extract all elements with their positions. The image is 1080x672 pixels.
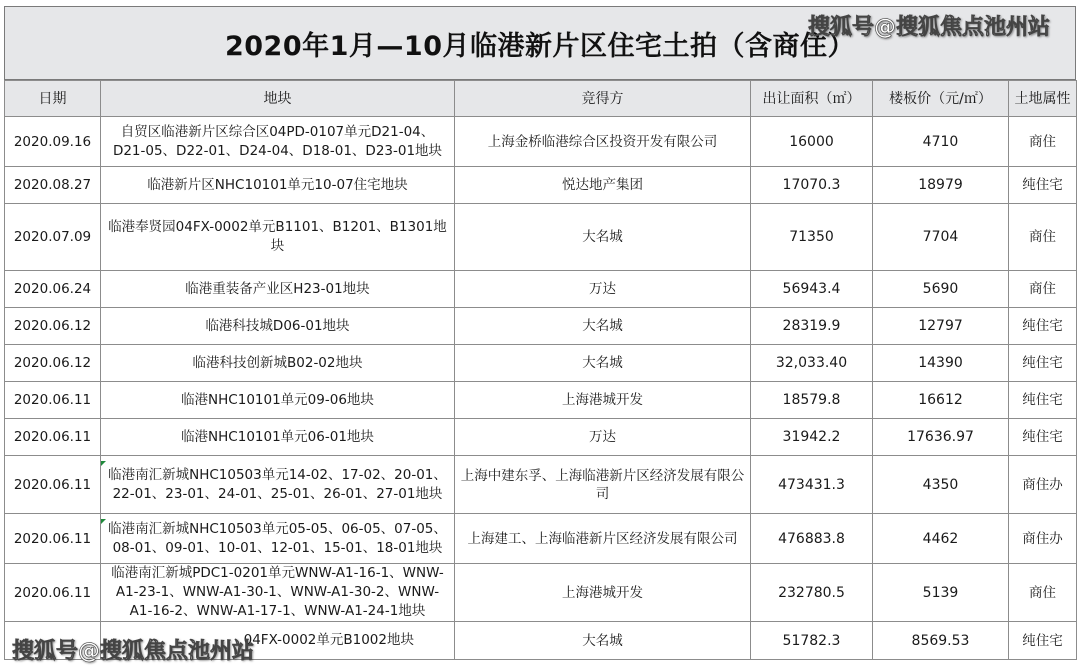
cell-type[interactable]: 商住办 [1009, 514, 1077, 564]
cell-type[interactable]: 商住 [1009, 204, 1077, 271]
cell-plot[interactable]: 临港奉贤园04FX-0002单元B1101、B1201、B1301地块 [101, 204, 455, 271]
watermark-top: 搜狐号@搜狐焦点池州站 [807, 15, 1050, 40]
cell-type[interactable]: 商住办 [1009, 456, 1077, 514]
cell-type[interactable]: 纯住宅 [1009, 622, 1077, 660]
header-row [5, 81, 1077, 117]
cell-price[interactable]: 18979 [873, 167, 1009, 204]
cell-date[interactable]: 2020.07.09 [5, 204, 101, 271]
comment-indicator [101, 461, 106, 466]
watermark-bottom: 搜狐号@搜狐焦点池州站 [12, 639, 255, 664]
cell-price[interactable]: 17636.97 [873, 419, 1009, 456]
cell-plot[interactable]: 临港重装备产业区H23-01地块 [101, 271, 455, 308]
cell-area[interactable]: 56943.4 [751, 271, 873, 308]
cell-plot[interactable]: 临港科技城D06-01地块 [101, 308, 455, 345]
cell-area[interactable]: 71350 [751, 204, 873, 271]
cell-type[interactable]: 商住 [1009, 564, 1077, 622]
cell-winner[interactable]: 大名城 [455, 308, 751, 345]
cell-area[interactable]: 232780.5 [751, 564, 873, 622]
cell-plot[interactable]: 临港NHC10101单元06-01地块 [101, 419, 455, 456]
cell-area[interactable]: 476883.8 [751, 514, 873, 564]
cell-type[interactable]: 商住 [1009, 271, 1077, 308]
cell-date[interactable]: 2020.06.11 [5, 419, 101, 456]
cell-winner[interactable]: 悦达地产集团 [455, 167, 751, 204]
table-row [5, 564, 1077, 622]
header-type: 土地属性 [1009, 81, 1077, 117]
header-area: 出让面积（㎡） [751, 81, 873, 117]
cell-date[interactable]: 2020.08.27 [5, 167, 101, 204]
cell-type[interactable]: 纯住宅 [1009, 167, 1077, 204]
cell-winner[interactable]: 上海金桥临港综合区投资开发有限公司 [455, 117, 751, 167]
header-plot: 地块 [101, 81, 455, 117]
table-row [5, 382, 1077, 419]
cell-price[interactable]: 14390 [873, 345, 1009, 382]
cell-plot[interactable]: 临港新片区NHC10101单元10-07住宅地块 [101, 167, 455, 204]
cell-type[interactable]: 商住 [1009, 117, 1077, 167]
cell-area[interactable]: 473431.3 [751, 456, 873, 514]
cell-area[interactable]: 28319.9 [751, 308, 873, 345]
cell-type[interactable]: 纯住宅 [1009, 308, 1077, 345]
cell-winner[interactable]: 上海港城开发 [455, 564, 751, 622]
cell-date[interactable]: 2020.06.12 [5, 345, 101, 382]
cell-date[interactable]: 2020.06.12 [5, 308, 101, 345]
cell-date[interactable]: 2020.06.24 [5, 271, 101, 308]
cell-price[interactable]: 4350 [873, 456, 1009, 514]
cell-winner[interactable]: 大名城 [455, 204, 751, 271]
cell-area[interactable]: 17070.3 [751, 167, 873, 204]
header-winner: 竞得方 [455, 81, 751, 117]
cell-date[interactable]: 2020.09.16 [5, 117, 101, 167]
cell-area[interactable]: 16000 [751, 117, 873, 167]
table-row [5, 204, 1077, 271]
cell-area[interactable]: 18579.8 [751, 382, 873, 419]
cell-date[interactable]: 2020.06.11 [5, 382, 101, 419]
cell-plot[interactable]: 04FX-0002单元B1002地块 [101, 622, 455, 660]
table-title: 2020年1月—10月临港新片区住宅土拍（含商住） [4, 6, 1076, 80]
cell-plot[interactable]: 临港南汇新城NHC10503单元05-05、06-05、07-05、08-01、09-01、10-01、12-01、15-01、18-01地块 [101, 514, 455, 564]
cell-winner[interactable]: 大名城 [455, 622, 751, 660]
cell-type[interactable]: 纯住宅 [1009, 345, 1077, 382]
cell-date[interactable]: 2020.06.11 [5, 514, 101, 564]
table-row [5, 419, 1077, 456]
cell-price[interactable]: 5690 [873, 271, 1009, 308]
cell-plot[interactable]: 临港南汇新城NHC10503单元14-02、17-02、20-01、22-01、23-01、24-01、25-01、26-01、27-01地块 [101, 456, 455, 514]
table-row [5, 117, 1077, 167]
cell-date[interactable]: 2020.06.11 [5, 564, 101, 622]
comment-indicator [101, 519, 106, 524]
cell-winner[interactable]: 大名城 [455, 345, 751, 382]
header-price: 楼板价（元/㎡） [873, 81, 1009, 117]
cell-plot[interactable]: 自贸区临港新片区综合区04PD-0107单元D21-04、D21-05、D22-01、D24-04、D18-01、D23-01地块 [101, 117, 455, 167]
cell-price[interactable]: 4710 [873, 117, 1009, 167]
cell-winner[interactable]: 上海建工、上海临港新片区经济发展有限公司 [455, 514, 751, 564]
cell-area[interactable]: 51782.3 [751, 622, 873, 660]
cell-type[interactable]: 纯住宅 [1009, 419, 1077, 456]
cell-plot[interactable]: 临港NHC10101单元09-06地块 [101, 382, 455, 419]
cell-winner[interactable]: 万达 [455, 419, 751, 456]
cell-price[interactable]: 7704 [873, 204, 1009, 271]
header-date: 日期 [5, 81, 101, 117]
cell-price[interactable]: 16612 [873, 382, 1009, 419]
cell-date[interactable]: 2020.06.11 [5, 456, 101, 514]
table-row [5, 271, 1077, 308]
cell-area[interactable]: 31942.2 [751, 419, 873, 456]
cell-area[interactable]: 32,033.40 [751, 345, 873, 382]
cell-type[interactable]: 纯住宅 [1009, 382, 1077, 419]
table-row [5, 167, 1077, 204]
table-row [5, 514, 1077, 564]
cell-winner[interactable]: 上海港城开发 [455, 382, 751, 419]
cell-plot[interactable]: 临港南汇新城PDC1-0201单元WNW-A1-16-1、WNW-A1-23-1、WNW-A1-30-1、WNW-A1-30-2、WNW-A1-16-2、WNW-A1-17-1、WNW-A1-24-1地块 [101, 564, 455, 622]
cell-price[interactable]: 8569.53 [873, 622, 1009, 660]
cell-plot[interactable]: 临港科技创新城B02-02地块 [101, 345, 455, 382]
table-row [5, 308, 1077, 345]
cell-winner[interactable]: 万达 [455, 271, 751, 308]
land-auction-table [4, 80, 1077, 660]
table-row [5, 345, 1077, 382]
table-row [5, 456, 1077, 514]
cell-price[interactable]: 12797 [873, 308, 1009, 345]
cell-price[interactable]: 5139 [873, 564, 1009, 622]
cell-winner[interactable]: 上海中建东孚、上海临港新片区经济发展有限公司 [455, 456, 751, 514]
cell-price[interactable]: 4462 [873, 514, 1009, 564]
